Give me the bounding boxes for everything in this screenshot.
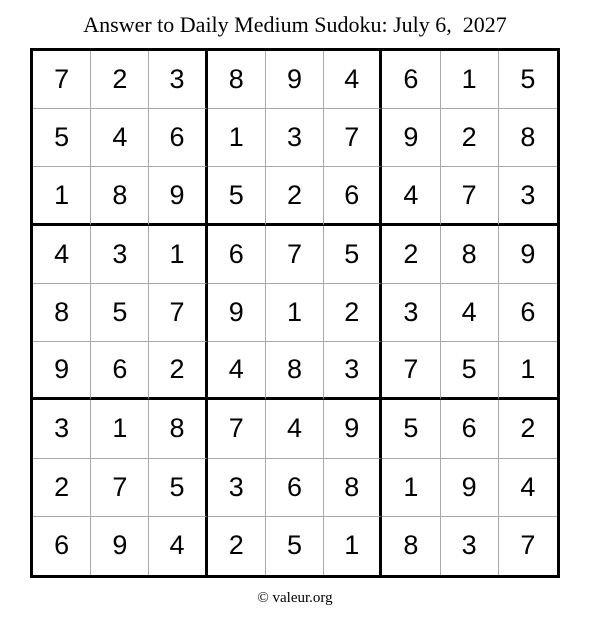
sudoku-cell: 5 (441, 342, 499, 400)
sudoku-cell: 3 (33, 400, 91, 458)
sudoku-cell: 8 (91, 167, 149, 225)
sudoku-cell: 9 (33, 342, 91, 400)
sudoku-cell: 2 (33, 459, 91, 517)
sudoku-cell: 1 (266, 284, 324, 342)
sudoku-cell: 8 (266, 342, 324, 400)
copyright-footer: © valeur.org (257, 590, 333, 606)
sudoku-cell: 3 (382, 284, 440, 342)
sudoku-cell: 5 (91, 284, 149, 342)
sudoku-cell: 6 (33, 517, 91, 575)
sudoku-cell: 8 (149, 400, 207, 458)
sudoku-cell: 5 (266, 517, 324, 575)
sudoku-cell: 7 (208, 400, 266, 458)
sudoku-cell: 9 (91, 517, 149, 575)
sudoku-cell: 9 (441, 459, 499, 517)
sudoku-cell: 2 (324, 284, 382, 342)
sudoku-cell: 8 (382, 517, 440, 575)
sudoku-cell: 2 (91, 51, 149, 109)
sudoku-cell: 6 (382, 51, 440, 109)
sudoku-cell: 5 (324, 226, 382, 284)
sudoku-cell: 3 (266, 109, 324, 167)
sudoku-cell: 2 (266, 167, 324, 225)
sudoku-cell: 3 (208, 459, 266, 517)
sudoku-cell: 9 (324, 400, 382, 458)
sudoku-cell: 7 (91, 459, 149, 517)
sudoku-cell: 5 (382, 400, 440, 458)
sudoku-cell: 8 (208, 51, 266, 109)
sudoku-cell: 7 (324, 109, 382, 167)
sudoku-cell: 7 (382, 342, 440, 400)
sudoku-cell: 6 (441, 400, 499, 458)
sudoku-cell: 4 (382, 167, 440, 225)
sudoku-cell: 4 (499, 459, 557, 517)
sudoku-cell: 3 (149, 51, 207, 109)
sudoku-cell: 1 (324, 517, 382, 575)
page-title: Answer to Daily Medium Sudoku: July 6, 2027 (83, 12, 507, 37)
sudoku-cell: 3 (499, 167, 557, 225)
sudoku-cell: 9 (499, 226, 557, 284)
sudoku-cell: 6 (149, 109, 207, 167)
sudoku-cell: 5 (208, 167, 266, 225)
sudoku-cell: 8 (324, 459, 382, 517)
sudoku-cell: 4 (149, 517, 207, 575)
sudoku-cell: 1 (91, 400, 149, 458)
sudoku-cell: 8 (499, 109, 557, 167)
sudoku-cell: 1 (33, 167, 91, 225)
sudoku-cell: 4 (208, 342, 266, 400)
sudoku-cell: 4 (266, 400, 324, 458)
sudoku-cell: 5 (33, 109, 91, 167)
sudoku-cell: 6 (91, 342, 149, 400)
sudoku-cell: 7 (266, 226, 324, 284)
sudoku-cell: 9 (149, 167, 207, 225)
sudoku-cell: 4 (324, 51, 382, 109)
sudoku-cell: 1 (208, 109, 266, 167)
sudoku-cell: 9 (382, 109, 440, 167)
sudoku-cell: 6 (266, 459, 324, 517)
sudoku-cell: 2 (208, 517, 266, 575)
sudoku-cell: 7 (33, 51, 91, 109)
sudoku-cell: 6 (208, 226, 266, 284)
sudoku-cell: 2 (149, 342, 207, 400)
sudoku-cell: 8 (33, 284, 91, 342)
sudoku-cell: 4 (441, 284, 499, 342)
sudoku-cell: 3 (324, 342, 382, 400)
sudoku-cell: 1 (149, 226, 207, 284)
sudoku-cell: 5 (149, 459, 207, 517)
sudoku-cell: 2 (441, 109, 499, 167)
sudoku-cell: 1 (441, 51, 499, 109)
sudoku-cell: 9 (208, 284, 266, 342)
sudoku-cell: 8 (441, 226, 499, 284)
sudoku-cell: 7 (441, 167, 499, 225)
sudoku-cell: 4 (91, 109, 149, 167)
sudoku-cell: 6 (324, 167, 382, 225)
sudoku-cell: 4 (33, 226, 91, 284)
sudoku-cell: 7 (520, 530, 536, 561)
sudoku-board (30, 48, 560, 578)
sudoku-cell: 9 (266, 51, 324, 109)
sudoku-cell: 3 (441, 517, 499, 575)
sudoku-cell: 1 (499, 342, 557, 400)
sudoku-cell: 2 (382, 226, 440, 284)
sudoku-cell: 5 (499, 51, 557, 109)
sudoku-cell: 1 (382, 459, 440, 517)
sudoku-cell: 2 (499, 400, 557, 458)
sudoku-cell: 6 (499, 284, 557, 342)
sudoku-cell: 7 (149, 284, 207, 342)
sudoku-cell: 3 (91, 226, 149, 284)
